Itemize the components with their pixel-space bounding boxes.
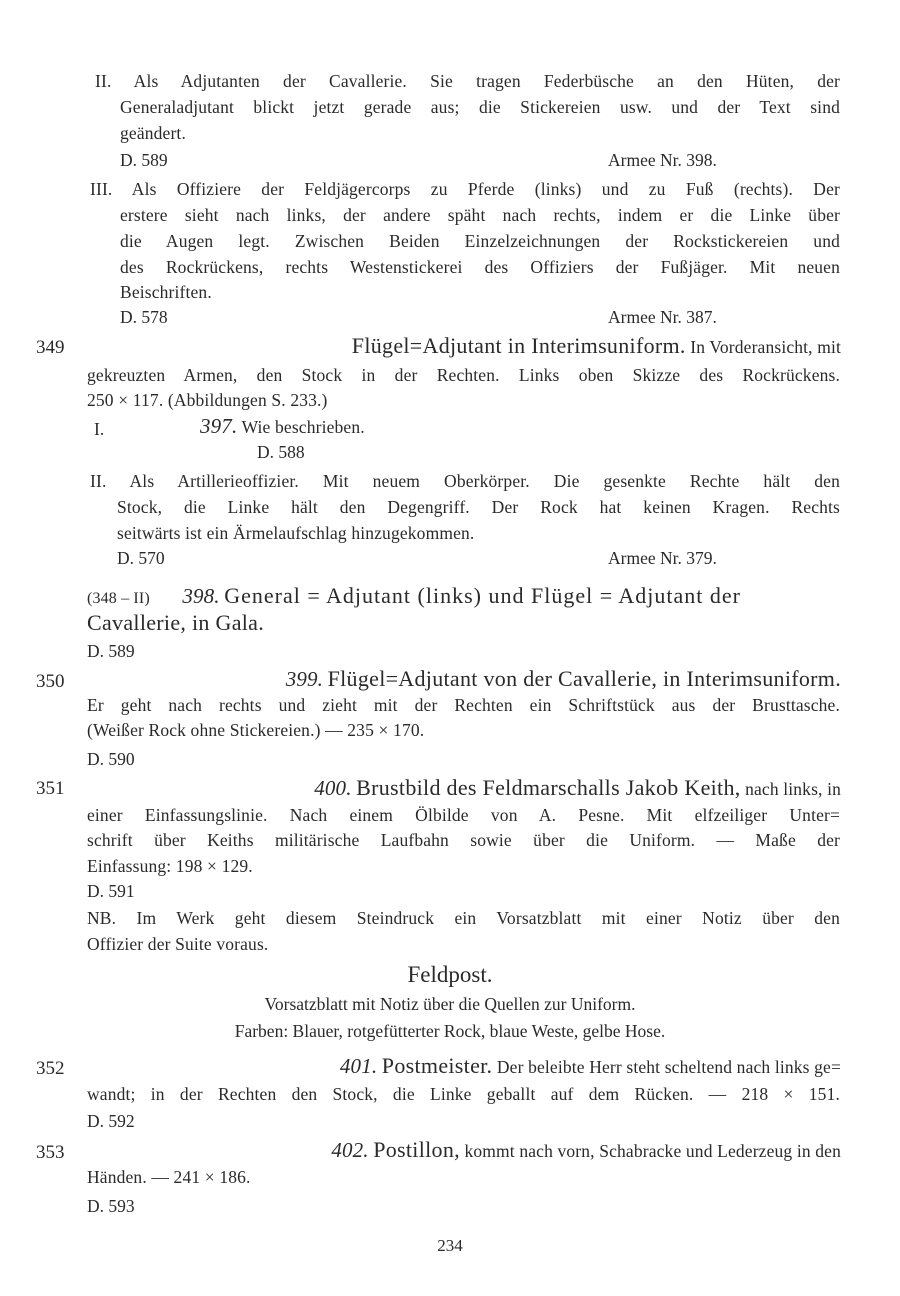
entry-title: Cavallerie, in Gala. [87,610,265,635]
text-line: des Rockrückens, rechts Westenstickerei des Offiziers der Fußjäger. Mit neuen [120,257,840,277]
entry-title-line [200,1055,841,1078]
plate-number: 401. [339,1054,378,1078]
catalog-number: 351 [36,778,65,799]
text-line: die Augen legt. Zwischen Beiden Einzelzeichnungen der Rockstickereien und [120,231,840,251]
reference-d: D. 588 [257,442,305,462]
text-line: Einfassung: 198 × 129. [87,856,253,876]
catalog-number: 352 [36,1058,65,1079]
text-line: (Weißer Rock ohne Stickereien.) — 235 × 170. [87,720,425,740]
section-heading: Feldpost. [407,962,493,987]
section-note: Vorsatzblatt mit Notiz über die Quellen zur Uniform. [264,994,636,1014]
text-line: seitwärts ist ein Ärmelaufschlag hinzugekommen. [117,523,475,543]
reference-d: D. 592 [87,1111,135,1131]
entry-title: Brustbild des Feldmarschalls Jakob Keith, [356,775,741,800]
entry-title: Flügel=Adjutant in Interimsuniform. [351,333,686,358]
section-colors: Farben: Blauer, rotgefütterter Rock, blaue Weste, gelbe Hose. [234,1021,666,1041]
plate-number: 402. [331,1138,369,1162]
text-line: III. Als Offiziere der Feldjägercorps zu Pferde (links) und zu Fuß (rechts). Der [90,179,840,199]
text-line: Stock, die Linke hält den Degengriff. Der Rock hat keinen Kragen. Rechts [117,497,840,517]
text-line: Wie beschrieben. [241,417,365,437]
entry-title: Postillon, [373,1137,460,1162]
entry-title: Flügel=Adjutant von der Cavallerie, in Interimsuniform. [327,666,841,691]
reference-d: D. 593 [87,1196,135,1216]
text-line: In Vorderansicht, mit [690,337,841,357]
text-line: nach links, in [745,779,841,799]
reference-d: D. 590 [87,749,135,769]
entry-title-line [256,335,841,358]
text-line: Generaladjutant blickt jetzt gerade aus; die Stickereien usw. und der Text sind [120,97,840,117]
text-line: wandt; in der Rechten den Stock, die Linke geballt auf dem Rücken. — 218 × 151. [87,1084,840,1104]
text-line: II. Als Adjutanten der Cavallerie. Sie tragen Federbüsche an den Hüten, der [95,71,840,91]
entry-title-line [87,585,840,610]
text-line: geändert. [120,123,186,143]
plate-number: 400. [314,776,352,800]
plate-number: 399. [285,667,324,691]
plate-number: 398. [182,584,220,608]
note-line: NB. Im Werk geht diesem Steindruck ein Vorsatzblatt mit einer Notiz über den [87,908,840,928]
entry-title: Postmeister. [381,1053,493,1078]
catalog-number: 353 [36,1142,65,1163]
plate-number: 397. [200,414,238,438]
page-number: 234 [437,1236,463,1255]
catalog-number: 349 [36,337,65,358]
reference-armee: Armee Nr. 387. [608,307,717,327]
text-line: erstere sieht nach links, der andere späht nach rechts, indem er die Linke über [120,205,840,225]
text-line: Händen. — 241 × 186. [87,1167,251,1187]
text-line: gekreuzten Armen, den Stock in der Rechten. Links oben Skizze des Rockrückens. [87,365,840,385]
reference-d: D. 589 [87,641,135,661]
cross-reference: (348 – II) [87,590,150,607]
text-line [200,415,365,438]
entry-title: General = Adjutant (links) und Flügel = Adjutant der [224,583,741,608]
reference-armee: Armee Nr. 398. [608,150,717,170]
sub-label: I. [94,419,105,439]
catalog-number: 350 [36,671,65,692]
note-line: Offizier der Suite voraus. [87,934,269,954]
text-line: Der beleibte Herr steht scheltend nach links ge= [496,1057,841,1077]
reference-d: D. 589 [120,150,168,170]
text-line: kommt nach vorn, Schabracke und Lederzeug in den [464,1141,841,1161]
reference-d: D. 591 [87,881,135,901]
text-line: einer Einfassungslinie. Nach einem Ölbilde von A. Pesne. Mit elfzeiliger Unter= [87,805,840,825]
text-line: 250 × 117. (Abbildungen S. 233.) [87,390,328,410]
entry-title-line [200,1139,841,1162]
reference-d: D. 570 [117,548,165,568]
text-line: Beischriften. [120,282,212,302]
text-line: II. Als Artillerieoffizier. Mit neuem Oberkörper. Die gesenkte Rechte hält den [90,471,840,491]
entry-title-line [200,777,841,800]
text-line: schrift über Keiths militärische Laufbahn sowie über die Uniform. — Maße der [87,830,840,850]
entry-title-line [200,668,841,691]
text-line: Er geht nach rechts und zieht mit der Rechten ein Schriftstück aus der Brusttasche. [87,695,840,715]
reference-armee: Armee Nr. 379. [608,548,717,568]
reference-d: D. 578 [120,307,168,327]
